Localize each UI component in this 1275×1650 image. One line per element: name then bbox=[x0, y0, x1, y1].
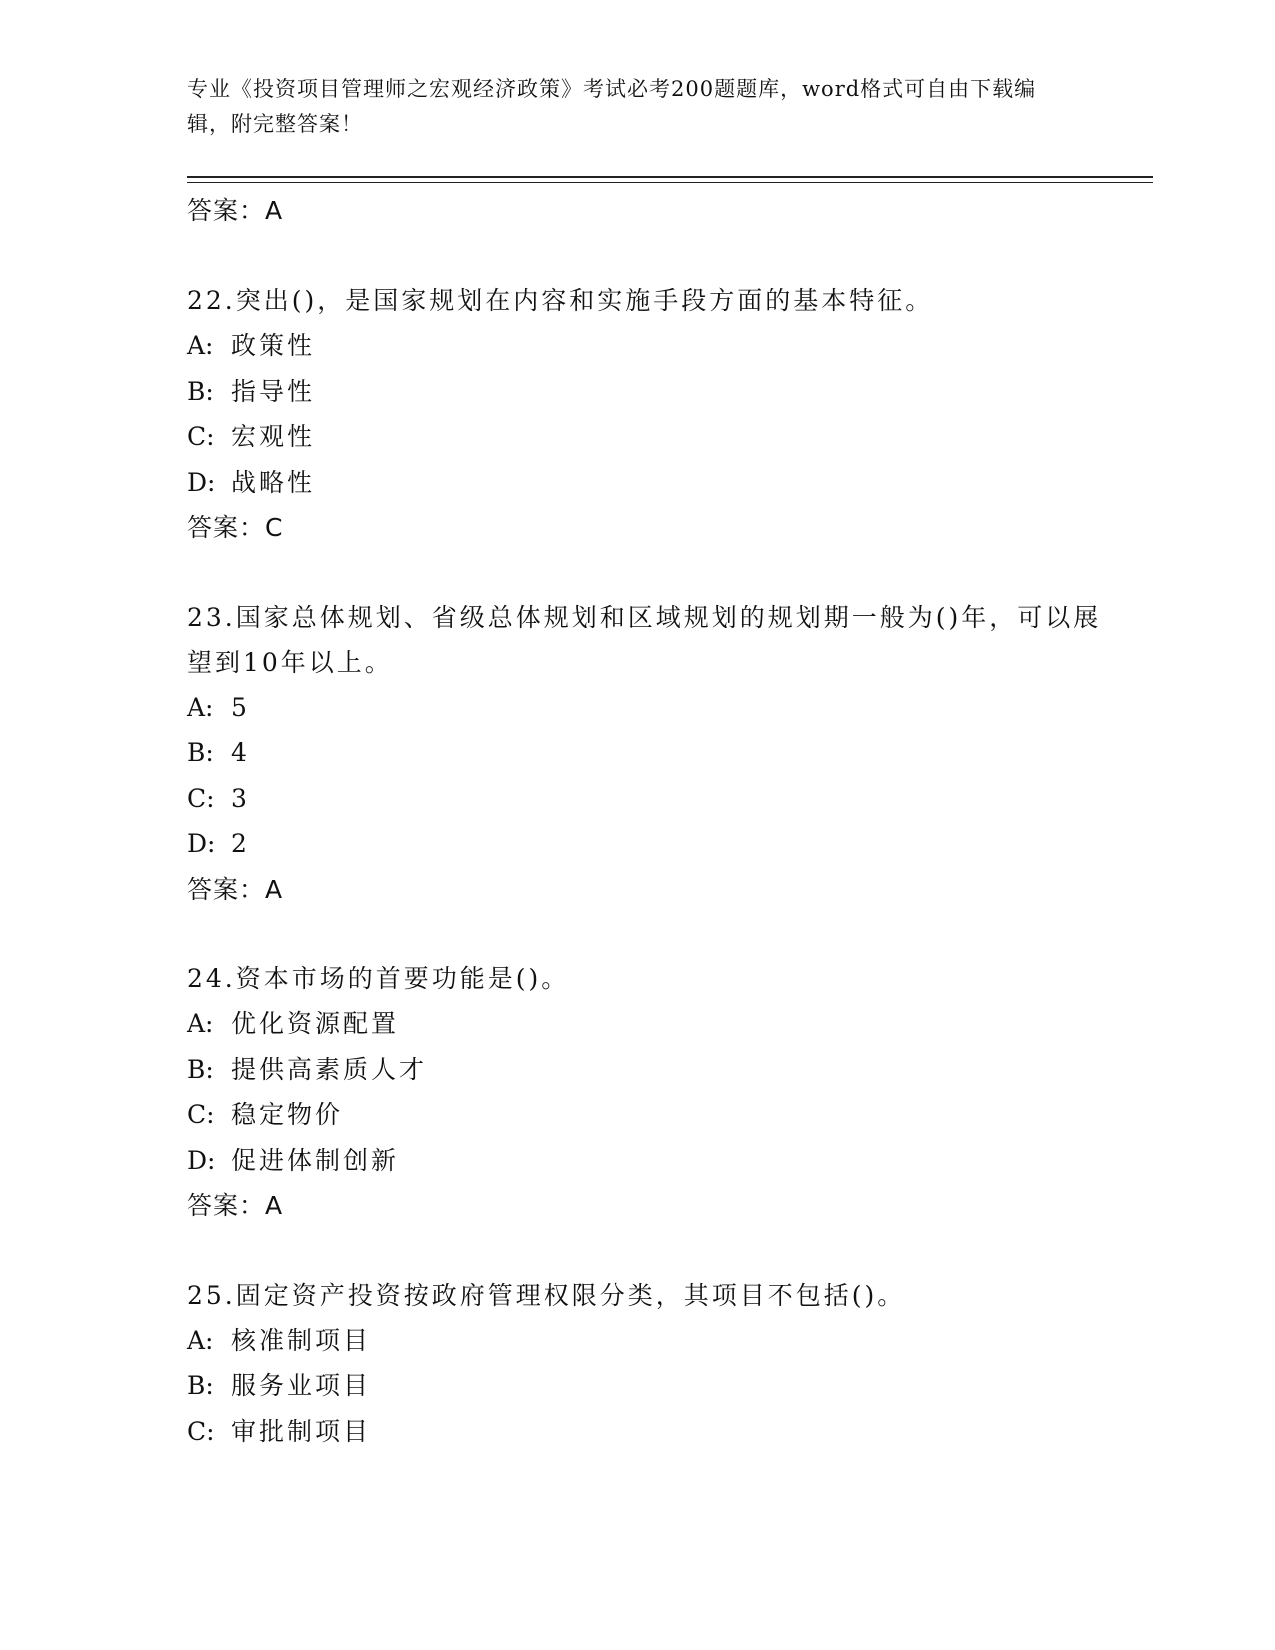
option-d bbox=[187, 1138, 1127, 1184]
option-letter: B: bbox=[187, 1371, 214, 1400]
question-text: 25.固定资产投资按政府管理权限分类，其项目不包括()。 bbox=[187, 1280, 906, 1310]
option-text: 指导性 bbox=[231, 376, 316, 406]
question-24 bbox=[187, 956, 1127, 1229]
header-rule-thick bbox=[187, 176, 1153, 178]
option-c bbox=[187, 1409, 1127, 1455]
option-letter: D: bbox=[187, 829, 216, 858]
option-text: 3 bbox=[231, 783, 250, 813]
option-text: 审批制项目 bbox=[231, 1416, 372, 1446]
question-text: 24.资本市场的首要功能是()。 bbox=[187, 964, 570, 993]
option-a bbox=[187, 1318, 1127, 1364]
option-b bbox=[187, 1363, 1127, 1409]
option-c bbox=[187, 414, 1127, 460]
option-letter: C: bbox=[187, 422, 215, 451]
option-letter: C: bbox=[187, 783, 215, 813]
question-25 bbox=[187, 1273, 1127, 1455]
option-text: 战略性 bbox=[231, 467, 316, 497]
previous-answer: 答案：A bbox=[187, 196, 284, 225]
option-text: 4 bbox=[231, 738, 250, 767]
option-d bbox=[187, 460, 1127, 506]
option-text: 促进体制创新 bbox=[231, 1145, 400, 1175]
answer-line: 答案：A bbox=[187, 874, 284, 904]
question-23 bbox=[187, 595, 1127, 913]
answer-line: 答案：C bbox=[187, 513, 284, 542]
option-c bbox=[187, 1092, 1127, 1138]
option-text: 政策性 bbox=[231, 331, 316, 360]
page-header: 专业《投资项目管理师之宏观经济政策》考试必考200题题库，word格式可自由下载编辑，附完整答案！ bbox=[187, 77, 1037, 136]
option-letter: C: bbox=[187, 1416, 215, 1446]
option-text: 提供高素质人才 bbox=[231, 1054, 428, 1084]
option-d bbox=[187, 821, 1127, 867]
question-text: 22.突出()，是国家规划在内容和实施手段方面的基本特征。 bbox=[187, 286, 934, 315]
option-letter: C: bbox=[187, 1100, 215, 1129]
option-letter: B: bbox=[187, 738, 214, 767]
option-text: 宏观性 bbox=[231, 422, 316, 451]
option-text: 服务业项目 bbox=[231, 1371, 372, 1400]
question-text: 23.国家总体规划、省级总体规划和区域规划的规划期一般为()年，可以展望到10年以上。 bbox=[187, 602, 1102, 677]
option-letter: A: bbox=[187, 1325, 214, 1355]
option-letter: D: bbox=[187, 467, 216, 497]
option-a bbox=[187, 685, 1127, 731]
option-a bbox=[187, 1001, 1127, 1047]
option-letter: D: bbox=[187, 1145, 216, 1175]
option-text: 稳定物价 bbox=[231, 1100, 344, 1129]
answer-line: 答案：A bbox=[187, 1191, 284, 1220]
option-text: 优化资源配置 bbox=[231, 1009, 400, 1038]
header-rule-thin bbox=[187, 182, 1153, 183]
option-c bbox=[187, 776, 1127, 822]
option-letter: B: bbox=[187, 376, 214, 406]
question-22 bbox=[187, 278, 1127, 551]
option-letter: A: bbox=[187, 331, 214, 360]
option-a bbox=[187, 323, 1127, 369]
option-text: 5 bbox=[231, 692, 250, 722]
option-letter: B: bbox=[187, 1054, 214, 1084]
option-text: 核准制项目 bbox=[231, 1325, 372, 1355]
option-text: 2 bbox=[231, 829, 250, 858]
option-b bbox=[187, 369, 1127, 415]
question-list bbox=[187, 188, 1127, 1454]
option-letter: A: bbox=[187, 692, 214, 722]
option-b bbox=[187, 1047, 1127, 1093]
option-b bbox=[187, 730, 1127, 776]
option-letter: A: bbox=[187, 1009, 214, 1038]
